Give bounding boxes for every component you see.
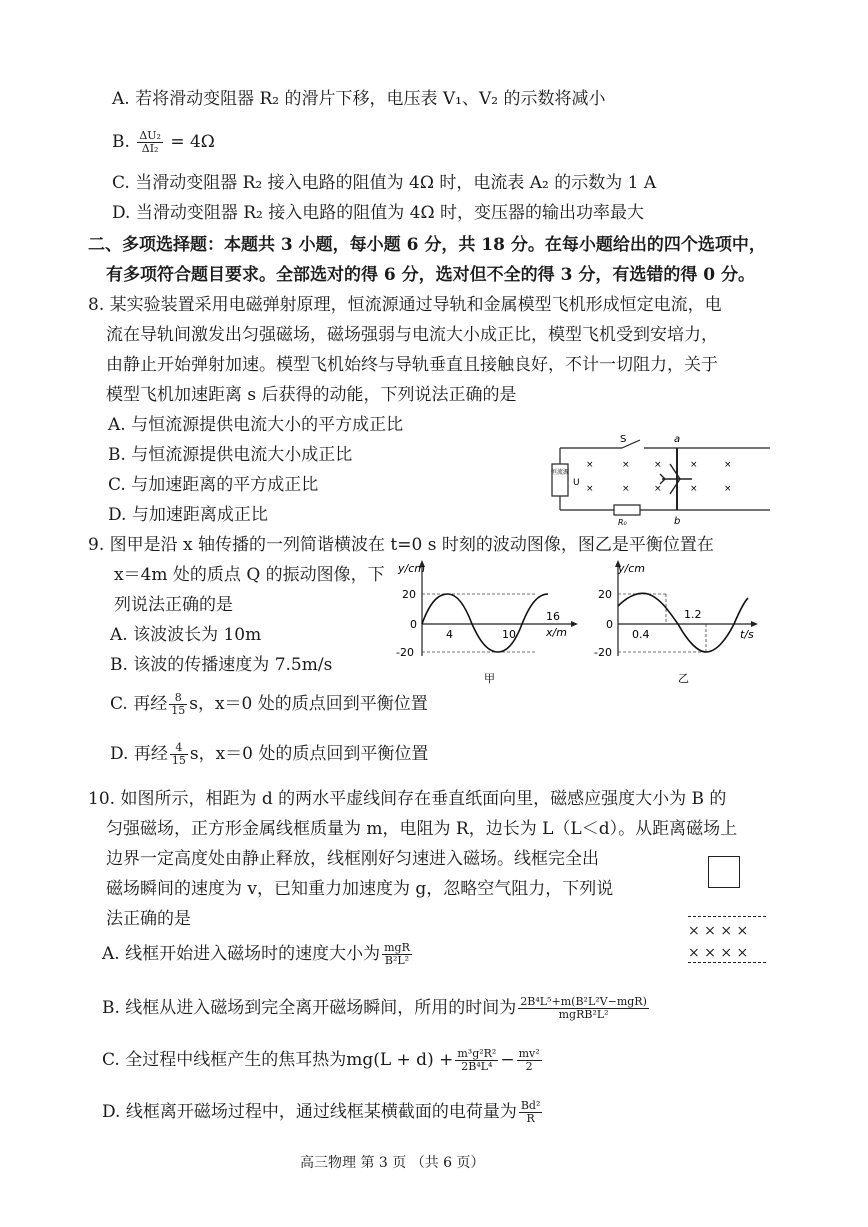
axis-label-x: t/s [740,628,754,641]
q10-field-upper-boundary [688,916,766,917]
fraction: $\frac{\text{Bd²}}{R}$ [520,1099,541,1125]
axis-label-y: y/cm [618,562,645,575]
q9-option-d: D. 再经 $\frac{4}{15}$ s，x＝0 处的质点回到平衡位置 [110,741,429,767]
svg-text:×: × [690,460,698,470]
vibration-curve [618,593,748,652]
graph-caption: 乙 [678,672,689,685]
prev-option-d: D. 当滑动变阻器 R₂ 接入电路的阻值为 4Ω 时，变压器的输出功率最大 [112,203,644,223]
tick-x: 0.4 [632,628,650,641]
fraction: $\frac{4}{15}$ [171,741,186,767]
q9-wave-graph-jia [396,556,596,688]
q10-square-frame [708,856,740,888]
q8-option-d: D. 与加速距离成正比 [108,505,268,525]
tick-origin: 0 [606,618,613,631]
q8-circuit-figure [540,434,780,526]
q10-stem-3: 边界一定高度处由静止释放，线框刚好匀速进入磁场。线框完全出 [106,849,599,869]
tick-x: 16 [546,610,560,623]
q10-stem-4: 磁场瞬间的速度为 v，已知重力加速度为 g，忽略空气阻力，下列说 [106,879,614,899]
q10-field-crosses: × × × × [688,945,749,961]
q10-option-c: C. 全过程中线框产生的焦耳热为mg(L + d) + $\frac{\text{m³g²R²}}{\text{2B⁴L⁴}}$ − $\frac{\text{mv²}}{2}$ [102,1047,540,1073]
label-u: U [573,478,580,488]
resistor-r0 [614,505,640,515]
source-label: 恒流源 [550,469,570,476]
svg-text:×: × [586,460,594,470]
fraction: $\frac{\text{ΔU₂}}{\text{ΔI₂}}$ [139,129,161,155]
svg-text:×: × [654,484,662,494]
prev-option-b: B. $\frac{\text{ΔU₂}}{\text{ΔI₂}}$ = 4Ω [112,129,215,155]
prev-option-a: A. 若将滑动变阻器 R₂ 的滑片下移，电压表 V₁、V₂ 的示数将减小 [112,89,606,109]
q9-vibration-graph-yi [594,556,764,688]
fraction: $\frac{\text{m³g²R²}}{\text{2B⁴L⁴}}$ [457,1047,497,1073]
axis-label-y: y/cm [398,562,425,575]
graph-caption: 甲 [484,672,495,685]
q10-field-crosses: × × × × [688,923,749,939]
tick-x: 10 [502,628,516,641]
fraction: $\frac{\text{mv²}}{2}$ [518,1047,540,1073]
q10-field-lower-boundary [688,962,766,963]
tick-x: 4 [446,628,453,641]
q9-stem-2: x＝4m 处的质点 Q 的振动图像，下 [114,565,385,585]
q9-option-a: A. 该波波长为 10m [110,625,262,645]
svg-text:×: × [724,460,732,470]
axis-label-x: x/m [546,626,567,639]
svg-text:×: × [690,484,698,494]
tick-x: 1.2 [684,608,702,621]
svg-text:×: × [586,484,594,494]
magnetic-field-crosses [586,460,732,494]
prev-option-c: C. 当滑动变阻器 R₂ 接入电路的阻值为 4Ω 时，电流表 A₂ 的示数为 1 A [112,173,657,193]
fraction: $\frac{\text{2B⁴L⁵+m(B²L²V−mgR)}}{\text{mgRB²L²}}$ [520,995,647,1021]
svg-text:×: × [622,460,630,470]
fraction: $\frac{8}{15}$ [171,691,186,717]
q8-stem-4: 模型飞机加速距离 s 后获得的动能，下列说法正确的是 [106,385,517,405]
q8-option-a: A. 与恒流源提供电流大小的平方成正比 [108,415,404,435]
q9-option-b: B. 该波的传播速度为 7.5m/s [110,655,333,675]
q9-option-c: C. 再经 $\frac{8}{15}$ s，x＝0 处的质点回到平衡位置 [110,691,428,717]
q10-option-a: A. 线框开始进入磁场时的速度大小为 $\frac{\text{mgR}}{\text{B²L²}}$ [102,941,410,967]
svg-text:×: × [724,484,732,494]
section-header-line2: 有多项符合题目要求。全部选对的得 6 分，选对但不全的得 3 分，有选错的得 0 分。 [106,265,755,285]
section-header-line1: 二、多项选择题：本题共 3 小题，每小题 6 分，共 18 分。在每小题给出的四个选项中， [88,235,766,255]
label-s: S [620,434,627,445]
svg-text:×: × [622,484,630,494]
tick-origin: 0 [410,618,417,631]
q9-stem-3: 列说法正确的是 [114,595,233,615]
svg-text:×: × [654,460,662,470]
wave-curve [422,594,548,652]
label-a: a [674,434,681,445]
tick-y-neg: -20 [594,646,612,659]
q10-stem-5: 法正确的是 [106,909,191,929]
label-r0: R₀ [618,518,627,526]
q10-stem-1: 10. 如图所示，相距为 d 的两水平虚线间存在垂直纸面向里，磁感应强度大小为 B 的 [88,789,727,809]
q9-stem-1: 9. 图甲是沿 x 轴传播的一列简谐横波在 t=0 s 时刻的波动图像，图乙是平衡位置在 [88,535,714,555]
q8-stem-2: 流在导轨间激发出匀强磁场，磁场强弱与电流大小成正比，模型飞机受到安培力， [106,325,718,345]
tick-y-neg: -20 [396,646,414,659]
q10-stem-2: 匀强磁场，正方形金属线框质量为 m，电阻为 R，边长为 L（L＜d）。从距离磁场上 [106,819,738,839]
q8-stem-1: 8. 某实验装置采用电磁弹射原理，恒流源通过导轨和金属模型飞机形成恒定电流，电 [88,295,722,315]
fraction: $\frac{\text{mgR}}{\text{B²L²}}$ [384,941,410,967]
q8-option-b: B. 与恒流源提供电流大小成正比 [108,445,353,465]
label-b: b [674,516,681,526]
page-footer: 高三物理 第 3 页 （共 6 页） [300,1155,485,1171]
tick-y-pos: 20 [402,588,416,601]
q10-option-b: B. 线框从进入磁场到完全离开磁场瞬间，所用的时间为 $\frac{\text{2B⁴L⁵+m(B²L²V−mgR)}}{\text{mgRB²L²}}$ [102,995,647,1021]
tick-y-pos: 20 [598,588,612,601]
q10-option-d: D. 线框离开磁场过程中，通过线框某横截面的电荷量为 $\frac{\text{Bd²}}{R}$ [102,1099,541,1125]
q8-option-c: C. 与加速距离的平方成正比 [108,475,319,495]
q8-stem-3: 由静止开始弹射加速。模型飞机始终与导轨垂直且接触良好，不计一切阻力，关于 [106,355,718,375]
